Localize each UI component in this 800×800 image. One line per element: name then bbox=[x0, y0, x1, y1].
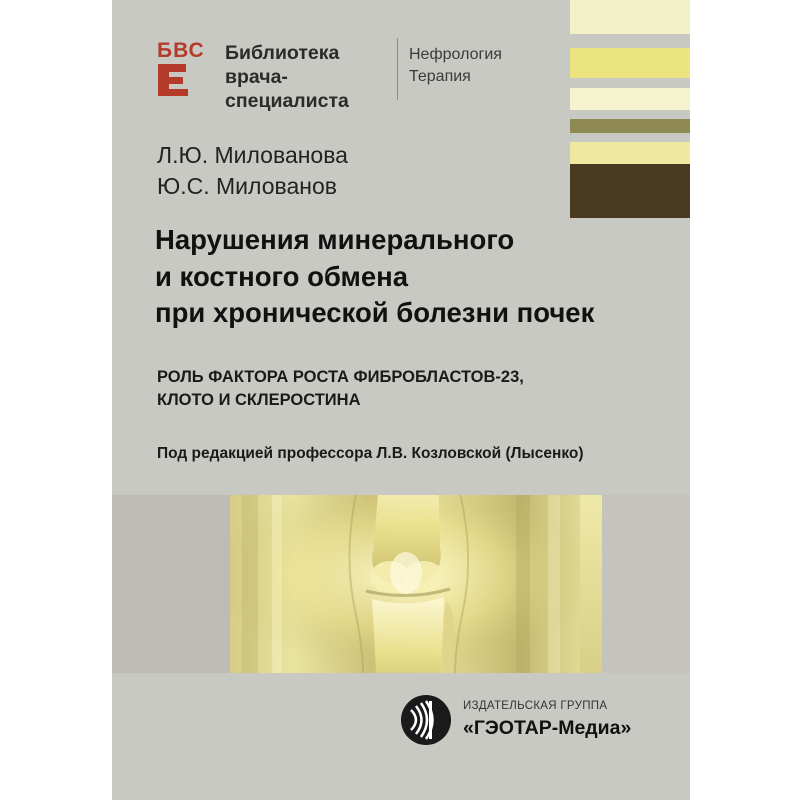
book-cover bbox=[112, 0, 690, 800]
illustration-backdrop bbox=[112, 495, 230, 673]
series-subject bbox=[409, 44, 559, 87]
book-title bbox=[155, 222, 655, 332]
knee-joint-image bbox=[230, 495, 580, 673]
stripe bbox=[570, 164, 690, 218]
author-name: Л.Ю. Милованова bbox=[157, 142, 348, 168]
book-subtitle-line-2: КЛОТО И СКЛЕРОСТИНА bbox=[157, 391, 361, 410]
publisher bbox=[399, 692, 669, 754]
series-logo bbox=[157, 40, 219, 98]
stripe bbox=[570, 110, 690, 119]
stripe bbox=[570, 119, 690, 133]
stripe bbox=[570, 88, 690, 110]
header-divider bbox=[397, 38, 398, 100]
series-subject-line-2: Терапия bbox=[409, 67, 471, 85]
stripe bbox=[570, 34, 690, 48]
editor-credit: Под редакцией профессора Л.В. Козловской (Лысенко) bbox=[157, 445, 584, 462]
series-title-line-1: Библиотека bbox=[225, 42, 340, 64]
book-subtitle bbox=[157, 366, 627, 413]
book-title-line-2: и костного обмена bbox=[155, 260, 409, 292]
publisher-line-2: «ГЭОТАР-Медиа» bbox=[463, 716, 632, 739]
series-title-line-2: врача-специалиста bbox=[225, 65, 349, 112]
author-name: Ю.С. Милованов bbox=[157, 173, 337, 200]
series-subject-line-1: Нефрология bbox=[409, 46, 502, 63]
book-subtitle-line-1: РОЛЬ ФАКТОРА РОСТА ФИБРОБЛАСТОВ-23, bbox=[157, 368, 524, 386]
series-logo-glyph bbox=[158, 64, 188, 96]
series-logo-letters: БВС bbox=[157, 39, 205, 62]
publisher-line-1: ИЗДАТЕЛЬСКАЯ ГРУППА bbox=[463, 700, 608, 712]
stripe bbox=[570, 142, 690, 164]
series-title bbox=[225, 42, 410, 113]
knee-joint-icon bbox=[230, 495, 580, 673]
decorative-stripes bbox=[570, 0, 690, 218]
cover-illustration bbox=[112, 495, 690, 673]
publisher-logo-icon bbox=[399, 692, 453, 748]
book-title-line-1: Нарушения минерального bbox=[155, 224, 515, 255]
stripe bbox=[570, 133, 690, 142]
publisher-text bbox=[463, 700, 663, 740]
authors bbox=[157, 140, 587, 203]
stripe bbox=[570, 0, 690, 34]
illustration-backdrop bbox=[602, 495, 690, 673]
illustration-strip bbox=[580, 495, 602, 673]
stripe bbox=[570, 78, 690, 88]
stripe bbox=[570, 48, 690, 78]
book-title-line-3: при хронической болезни почек bbox=[155, 297, 595, 329]
